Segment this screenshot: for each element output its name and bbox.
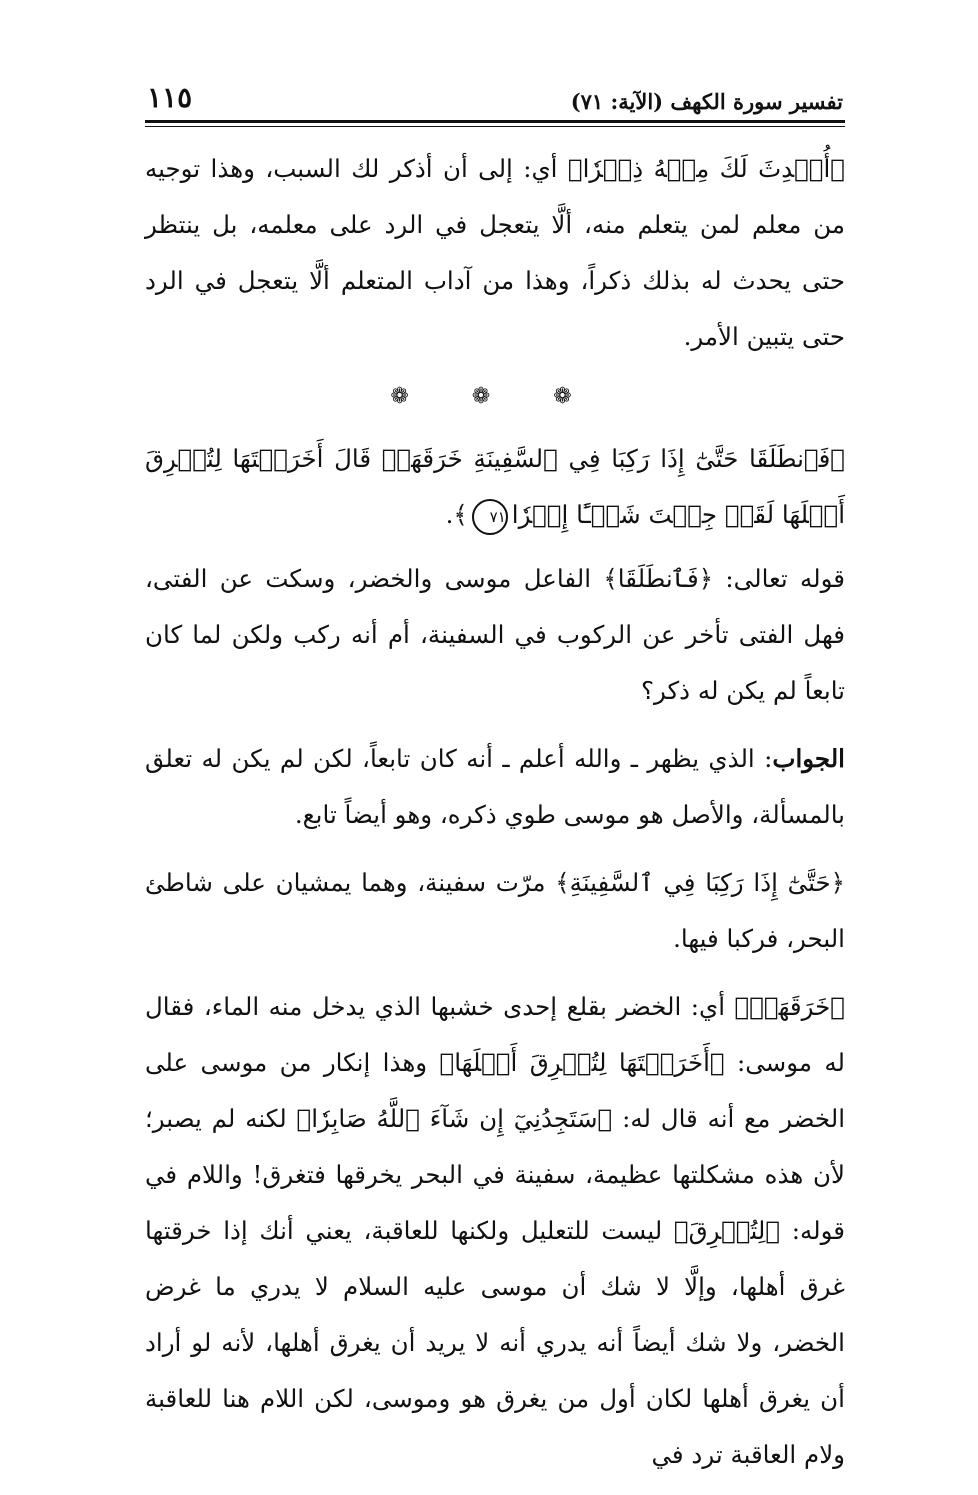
paragraph-text: : الذي يظهر ـ والله أعلم ـ أنه كان تابعاً، لكن لم يكن له تعلق بالمسألة، والأصل هو موسى طوي ذكره، وهو أيضاً تابع. <box>145 744 845 829</box>
section-separator: ❁ ❁ ❁ <box>390 384 600 409</box>
quran-quote: ﴿لِتُغۡرِقَ﴾ <box>673 1216 781 1245</box>
page-number: ١١٥ <box>147 81 193 114</box>
quran-quote: ﴿خَرَقَهَاۖ﴾ <box>734 992 845 1021</box>
paragraph-text: أي: الخضر بقلع إحدى خشبها الذي يدخل منه الماء، فقال له موسى: <box>145 992 845 1077</box>
quran-quote: ﴿فَٱنطَلَقَا﴾ <box>603 564 714 593</box>
ayah-number-marker: ٧١ <box>472 499 508 535</box>
paragraph-2 <box>145 551 845 719</box>
verse-text: ﴿فَٱنطَلَقَا حَتَّىٰٓ إِذَا رَكِبَا فِي ٱلسَّفِينَةِ خَرَقَهَاۖ قَالَ أَخَرَقۡتَهَا لِتُغۡرِقَ أَهۡلَهَا لَقَدۡ جِئۡتَ شَيۡـًٔا إِمۡرٗا <box>145 444 845 529</box>
paragraph-3 <box>145 731 845 843</box>
paragraph-4 <box>145 855 845 967</box>
page-content <box>145 141 845 1483</box>
quran-quote: ﴿أَخَرَقۡتَهَا لِتُغۡرِقَ أَهۡلَهَا﴾ <box>439 1048 725 1077</box>
header-rule-thick <box>145 120 845 123</box>
header-rule-thin <box>145 126 845 127</box>
running-title: تفسير سورة الكهف (الآية: ٧١) <box>570 89 843 114</box>
paragraph-text: لكنه لم يصبر؛ لأن هذه مشكلتها عظيمة، سفينة في البحر يخرقها فتغرق! واللام في قوله: <box>145 1104 845 1245</box>
paragraph-text: أي: إلى أن أذكر لك السبب، وهذا توجيه من معلم لمن يتعلم منه، ألَّا يتعجل في الرد على معلمه، بل ينتظر حتى يحدث له بذلك ذكراً، وهذا من آداب المتعلم ألَّا يتعجل في الرد حتى يتبين الأمر. <box>145 154 845 351</box>
paragraph-1 <box>145 141 845 365</box>
verse-closing: ﴾. <box>445 500 468 529</box>
quran-quote: ﴿سَتَجِدُنِيٓ إِن شَآءَ ٱللَّهُ صَابِرٗا﴾ <box>296 1104 613 1133</box>
book-page <box>145 70 845 1495</box>
paragraph-5 <box>145 979 845 1483</box>
page-header <box>145 70 845 114</box>
paragraph-text: ليست للتعليل ولكنها للعاقبة، يعني أنك إذا خرقتها غرق أهلها، وإلَّا لا شك أن موسى عليه السلام لا يدري ما غرض الخضر، ولا شك أيضاً أنه يدري أنه لا يريد أن يغرق أهلها، لأنه لو أراد أن يغرق أهلها لكان أول من يغرق هو وموسى، لكن اللام هنا للعاقبة ولام العاقبة ترد في <box>145 1216 845 1469</box>
quran-quote: ﴿أُحۡدِثَ لَكَ مِنۡهُ ذِكۡرٗا﴾ <box>567 154 845 183</box>
verse-block <box>145 431 845 543</box>
paragraph-text: مرّت سفينة، وهما يمشيان على شاطئ البحر، فركبا فيها. <box>145 868 845 953</box>
answer-label: الجواب <box>772 744 845 773</box>
paragraph-text: الفاعل موسى والخضر، وسكت عن الفتى، فهل الفتى تأخر عن الركوب في السفينة، أم أنه ركب ولكن لما كان تابعاً لم يكن له ذكر؟ <box>145 564 845 705</box>
paragraph-text: وهذا إنكار من موسى على الخضر مع أنه قال له: <box>145 1048 846 1133</box>
paragraph-lead: قوله تعالى: <box>713 564 845 593</box>
quran-quote: ﴿حَتَّىٰٓ إِذَا رَكِبَا فِي ٱلسَّفِينَةِ﴾ <box>555 868 845 897</box>
